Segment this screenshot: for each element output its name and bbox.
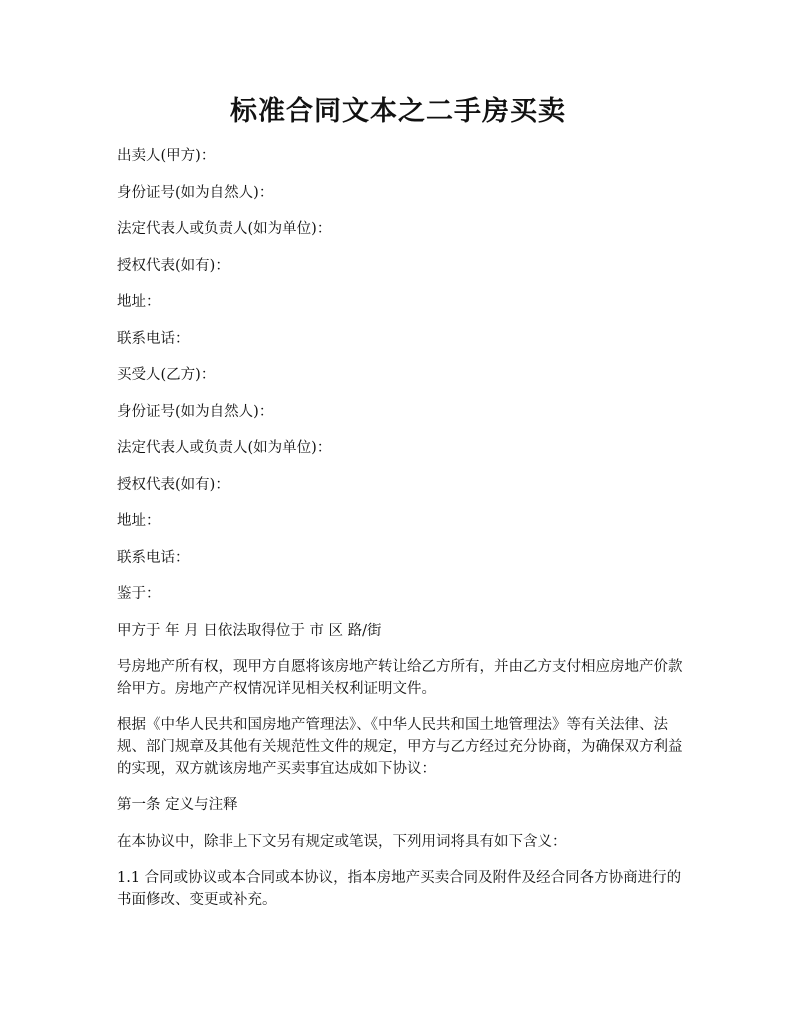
buyer-id-number: 身份证号(如为自然人)： [117, 403, 274, 420]
seller-authorized-agent: 授权代表(如有)： [117, 257, 230, 274]
whereas-heading: 鉴于： [117, 586, 161, 602]
buyer-legal-representative: 法定代表人或负责人(如为单位)： [117, 440, 332, 456]
document-body [117, 145, 685, 911]
property-transfer-clause: 号房地产所有权，现甲方自愿将该房地产转让给乙方所有，并由乙方支付相应房地产价款给甲方。房地产产权情况详见相关权利证明文件。 [117, 659, 683, 697]
buyer-address: 地址： [117, 513, 161, 529]
buyer-phone: 联系电话： [117, 549, 190, 566]
seller-address: 地址： [117, 294, 161, 310]
buyer-authorized-agent: 授权代表(如有)： [117, 476, 230, 493]
seller-legal-representative: 法定代表人或负责人(如为单位)： [117, 221, 332, 237]
definition-1-1: 1.1 合同或协议或本合同或本协议，指本房地产买卖合同及附件及经合同各方协商进行的书面修改、变更或补充。 [117, 870, 682, 908]
seller-label: 出卖人(甲方)： [117, 148, 216, 164]
legal-basis-clause: 根据《中华人民共和国房地产管理法》、《中华人民共和国土地管理法》等有关法律、法规、部门规章及其他有关规范性文件的规定，甲方与乙方经过充分协商，为确保双方利益的实现，双方就该房地产买卖事宜达成如下协议： [117, 717, 683, 777]
buyer-label: 买受人(乙方)： [117, 367, 216, 383]
article-one-heading: 第一条 定义与注释 [117, 797, 238, 813]
seller-phone: 联系电话： [117, 330, 190, 347]
property-acquisition-clause: 甲方于 年 月 日依法取得位于 市 区 路/街 [117, 622, 382, 639]
definitions-intro: 在本协议中，除非上下文另有规定或笔误，下列用词将具有如下含义： [117, 833, 567, 850]
document-title: 标准合同文本之二手房买卖 [230, 96, 566, 127]
seller-id-number: 身份证号(如为自然人)： [117, 184, 274, 201]
